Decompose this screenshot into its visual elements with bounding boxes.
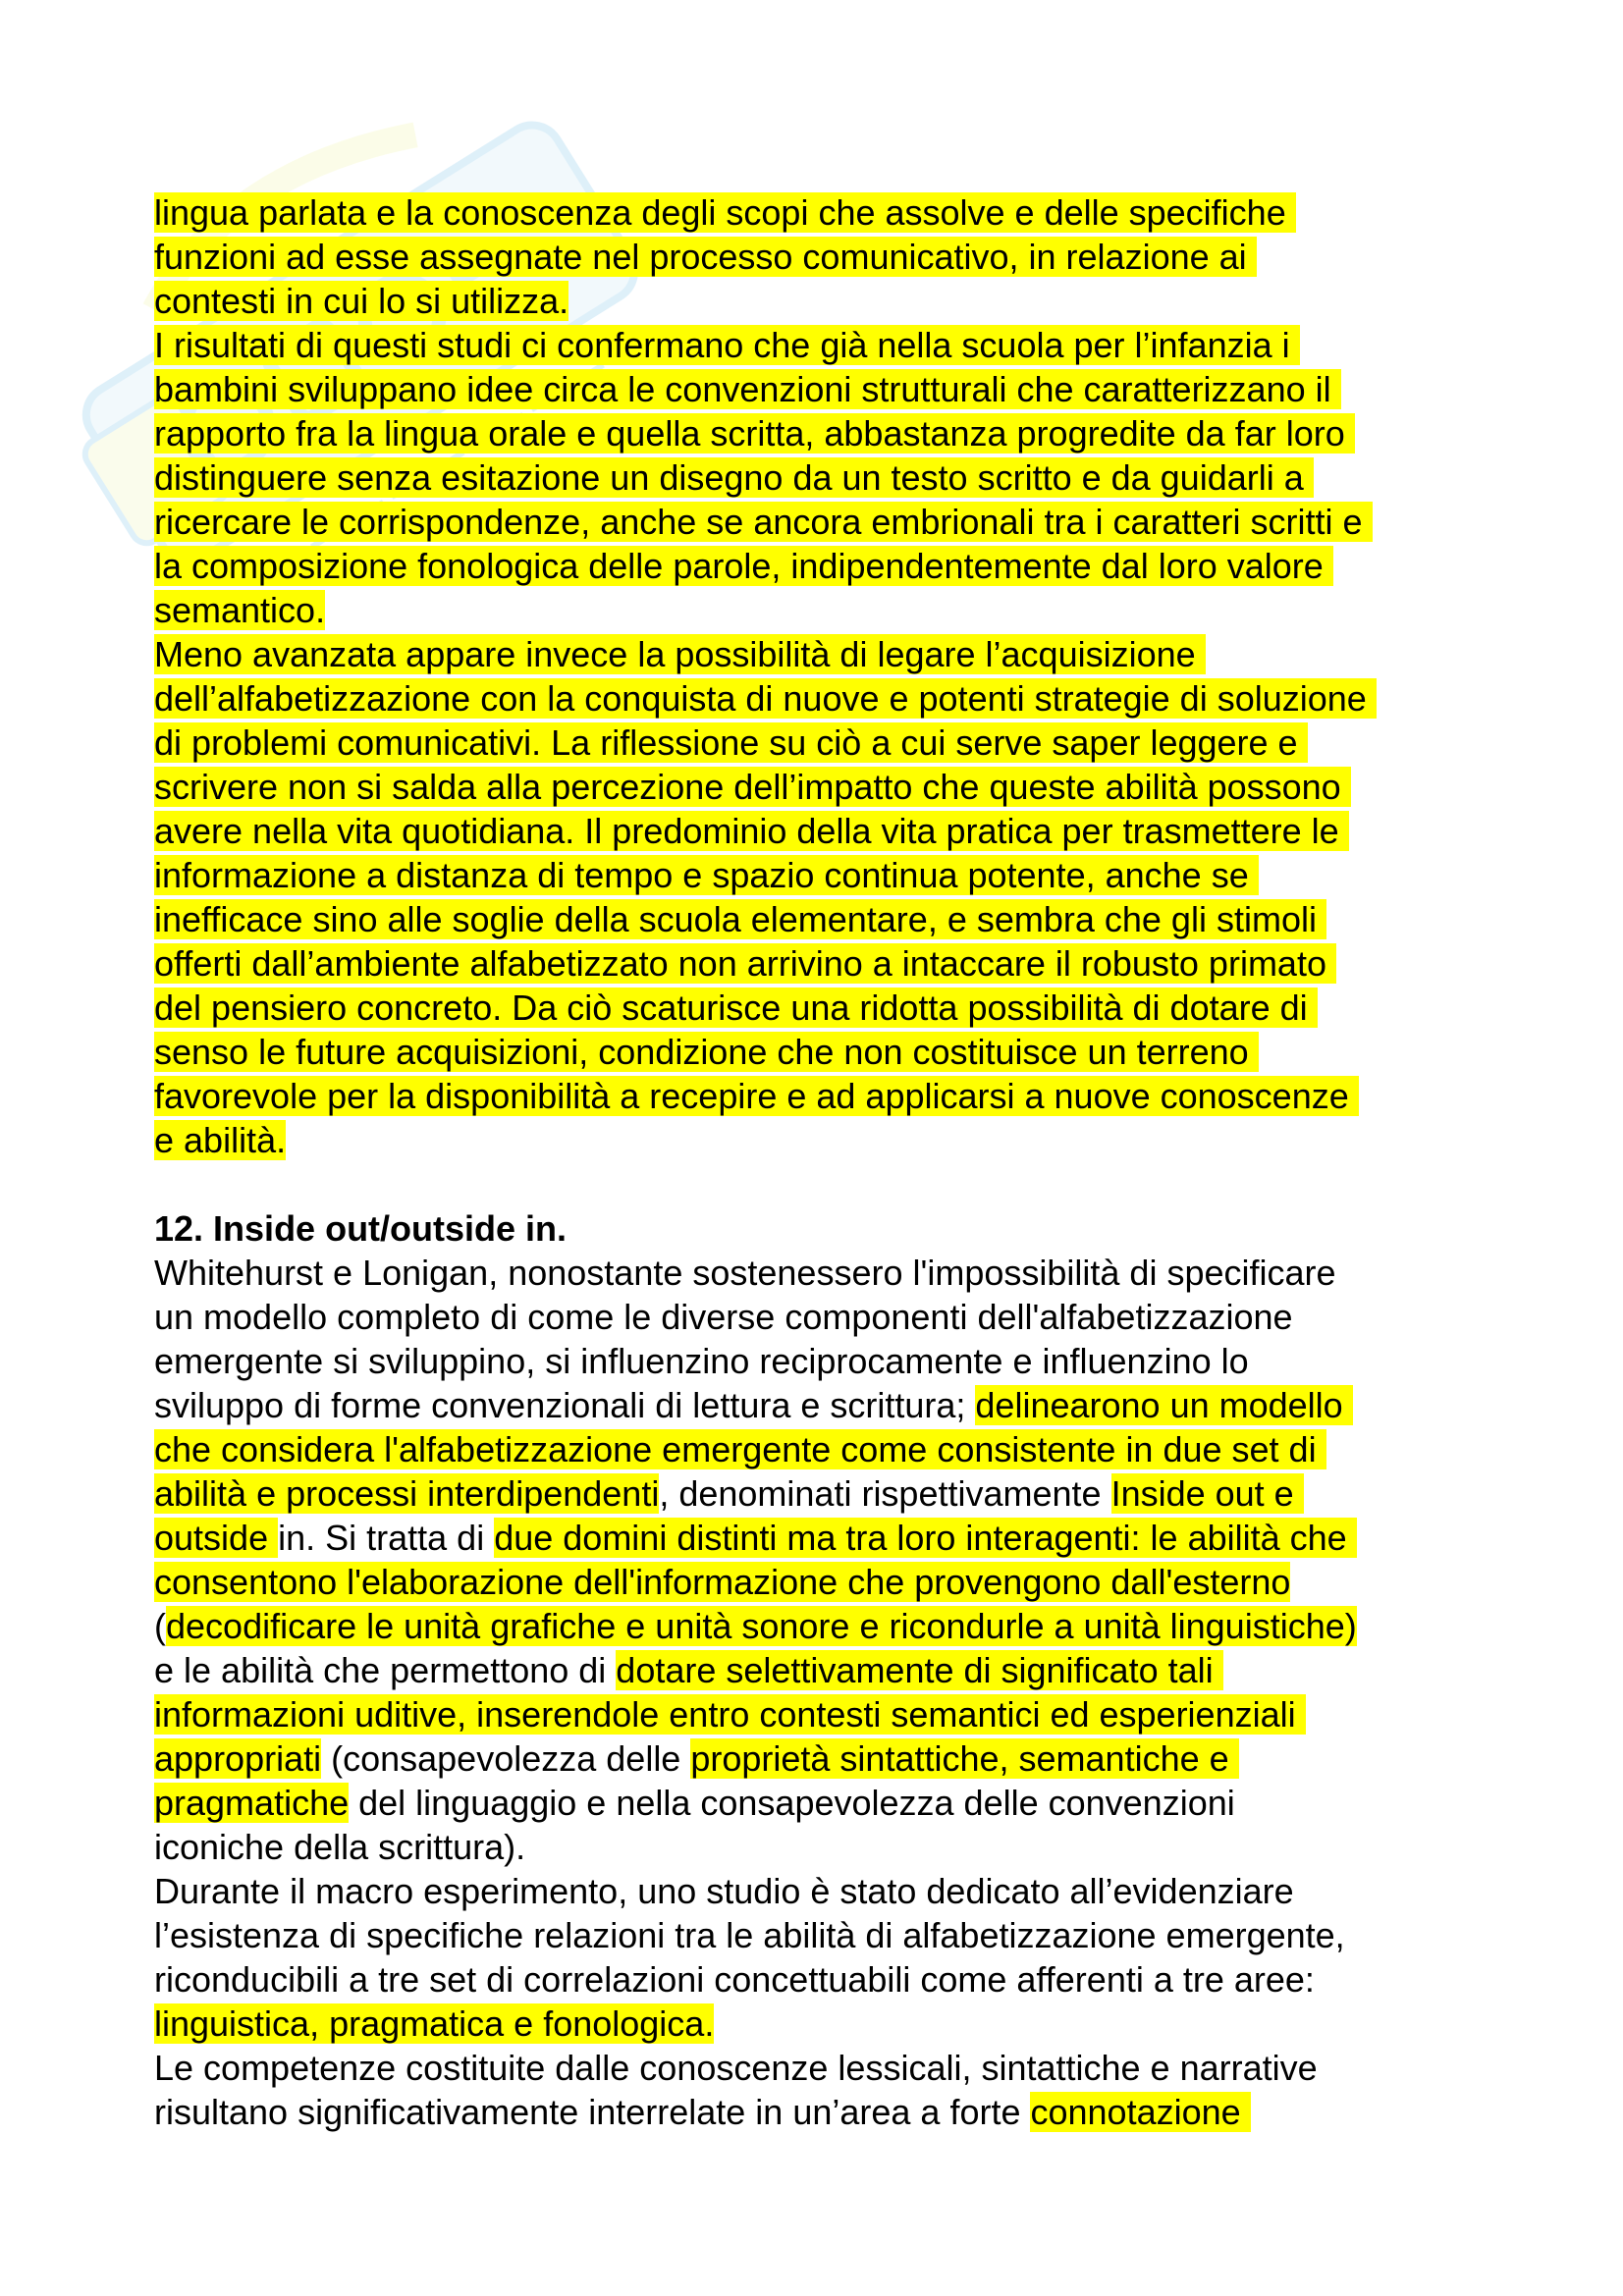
highlighted-text: contesti in cui lo si utilizza. [154,281,569,321]
text-line [154,941,1489,986]
text-line [154,986,1489,1030]
highlighted-text: linguistica, pragmatica e fonologica. [154,2003,715,2044]
text-segment: Le competenze costituite dalle conoscenze lessicali, sintattiche e narrative [154,2048,1318,2088]
highlighted-text: consentono l'elaborazione dell'informazione che provengono dall'esterno [154,1562,1291,1602]
text-line [154,411,1489,455]
text-line [154,1692,1489,1736]
text-line [154,1516,1489,1560]
highlighted-text: e abilità. [154,1120,287,1160]
text-line [154,1118,1489,1162]
text-line [154,632,1489,676]
text-line [154,1869,1489,1913]
highlighted-text: del pensiero concreto. Da ciò scaturisce una ridotta possibilità di dotare di [154,988,1318,1028]
text-line [154,1648,1489,1692]
highlighted-text: decodificare le unità grafiche e unità sonore e ricondurle a unità linguistiche) [166,1606,1357,1646]
text-line [154,2002,1489,2046]
text-segment: emergente si sviluppino, si influenzino reciprocamente e influenzino lo [154,1341,1249,1381]
highlighted-text: di problemi comunicativi. La riflessione su ciò a cui serve saper leggere e [154,722,1308,763]
highlighted-text: funzioni ad esse assegnate nel processo comunicativo, in relazione ai [154,237,1257,277]
text-line [154,544,1489,588]
highlighted-text: semantico. [154,590,326,630]
text-segment: Whitehurst e Lonigan, nonostante sostenessero l'impossibilità di specificare [154,1253,1336,1293]
text-line [154,1383,1489,1427]
text-segment: ( [154,1606,166,1646]
highlighted-text: pragmatiche [154,1783,350,1823]
highlighted-text: outside [154,1518,279,1558]
highlighted-text: favorevole per la disponibilità a recepire e ad applicarsi a nuove conoscenze [154,1076,1359,1116]
text-line [154,500,1489,544]
highlighted-text: connotazione [1030,2092,1251,2132]
text-segment: del linguaggio e nella consapevolezza delle convenzioni [349,1783,1235,1823]
text-line [154,809,1489,853]
text-segment: e le abilità che permettono di [154,1650,617,1690]
text-line [154,1781,1489,1825]
text-segment: in. Si tratta di [278,1518,495,1558]
text-segment: un modello completo di come le diverse componenti dell'alfabetizzazione [154,1297,1293,1337]
text-segment: , denominati rispettivamente [659,1473,1111,1514]
text-line [154,721,1489,765]
highlighted-text: lingua parlata e la conoscenza degli scopi che assolve e delle specifiche [154,192,1296,233]
highlighted-text: Inside out e [1110,1473,1304,1514]
text-segment: (consapevolezza delle [321,1738,691,1779]
highlighted-text: appropriati [154,1738,322,1779]
highlighted-text: senso le future acquisizioni, condizione che non costituisce un terreno [154,1032,1259,1072]
highlighted-text: ricercare le corrispondenze, anche se ancora embrionali tra i caratteri scritti e [154,502,1373,542]
text-line [154,1736,1489,1781]
highlighted-text: delinearono un modello [975,1385,1353,1425]
text-line [154,1825,1489,1869]
text-line [154,676,1489,721]
paragraph-block-1 [154,190,1489,1162]
highlighted-text: distinguere senza esitazione un disegno da un testo scritto e da guidarli a [154,457,1314,498]
text-line [154,455,1489,500]
text-line [154,1604,1489,1648]
highlighted-text: proprietà sintattiche, semantiche e [690,1738,1239,1779]
text-line [154,1074,1489,1118]
text-line [154,190,1489,235]
text-line [154,1295,1489,1339]
text-segment: Durante il macro esperimento, uno studio è stato dedicato all’evidenziare [154,1871,1294,1911]
highlighted-text: Meno avanzata appare invece la possibilità di legare l’acquisizione [154,634,1206,674]
text-line [154,235,1489,279]
highlighted-text: la composizione fonologica delle parole, indipendentemente dal loro valore [154,546,1333,586]
highlighted-text: scrivere non si salda alla percezione dell’impatto che queste abilità possono [154,767,1351,807]
highlighted-text: inefficace sino alle soglie della scuola elementare, e sembra che gli stimoli [154,899,1326,939]
text-line [154,367,1489,411]
text-segment: sviluppo di forme convenzionali di lettura e scrittura; [154,1385,976,1425]
text-line [154,2046,1489,2090]
highlighted-text: offerti dall’ambiente alfabetizzato non arrivino a intaccare il robusto primato [154,943,1336,984]
highlighted-text: due domini distinti ma tra loro interagenti: le abilità che [494,1518,1357,1558]
highlighted-text: dell’alfabetizzazione con la conquista di nuove e potenti strategie di soluzione [154,678,1377,719]
highlighted-text: dotare selettivamente di significato tali [616,1650,1223,1690]
highlighted-text: abilità e processi interdipendenti [154,1473,660,1514]
text-line [154,1471,1489,1516]
paragraph-block-2 [154,1251,1489,2134]
highlighted-text: bambini sviluppano idee circa le convenzioni strutturali che caratterizzano il [154,369,1341,409]
section-heading: 12. Inside out/outside in. [154,1208,568,1249]
text-line [154,1339,1489,1383]
text-line [154,1030,1489,1074]
text-line [154,1560,1489,1604]
text-line [154,588,1489,632]
highlighted-text: I risultati di questi studi ci confermano che già nella scuola per l’infanzia i [154,325,1300,365]
highlighted-text: informazione a distanza di tempo e spazio continua potente, anche se [154,855,1259,895]
text-line [154,765,1489,809]
text-line [154,897,1489,941]
text-line [154,1957,1489,2002]
text-segment: riconducibili a tre set di correlazioni concettuabili come afferenti a tre aree: [154,1959,1315,2000]
highlighted-text: avere nella vita quotidiana. Il predominio della vita pratica per trasmettere le [154,811,1349,851]
text-line [154,279,1489,323]
text-line [154,1251,1489,1295]
text-segment: l’esistenza di specifiche relazioni tra le abilità di alfabetizzazione emergente, [154,1915,1345,1955]
text-segment: iconiche della scrittura). [154,1827,526,1867]
document-page [154,190,1489,2134]
text-line [154,323,1489,367]
highlighted-text: rapporto fra la lingua orale e quella scritta, abbastanza progredite da far loro [154,413,1355,454]
text-line [154,853,1489,897]
text-line [154,1427,1489,1471]
highlighted-text: informazioni uditive, inserendole entro contesti semantici ed esperienziali [154,1694,1306,1735]
text-line [154,2090,1489,2134]
highlighted-text: che considera l'alfabetizzazione emergente come consistente in due set di [154,1429,1326,1469]
text-line [154,1913,1489,1957]
text-segment: risultano significativamente interrelate in un’area a forte [154,2092,1031,2132]
blank-line [154,1162,1489,1206]
